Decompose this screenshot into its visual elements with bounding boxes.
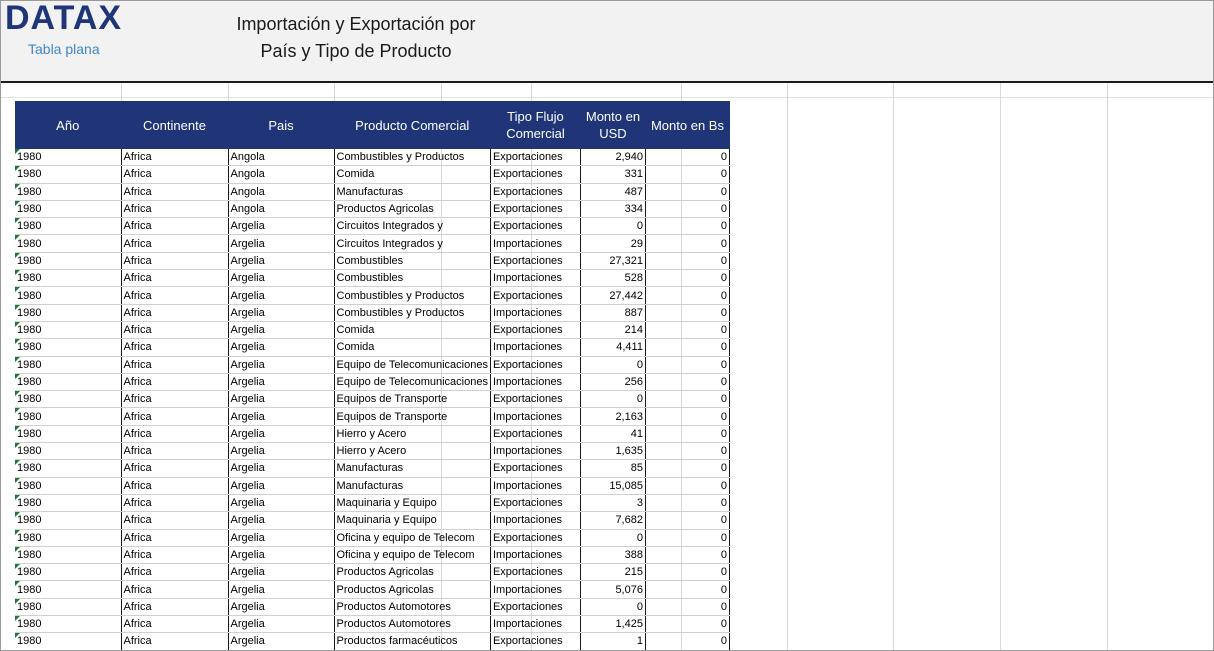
grid-col-line: [1000, 83, 1001, 650]
cell-amount-usd[interactable]: 2,940: [580, 149, 645, 166]
column-header-tipo-flujo[interactable]: Tipo Flujo Comercial: [490, 101, 580, 149]
cell-flow-type[interactable]: Exportaciones: [490, 564, 580, 581]
cell-amount-bs[interactable]: 0: [645, 598, 729, 615]
table-row: [15, 494, 729, 511]
table-row: [15, 598, 729, 615]
cell-amount-bs[interactable]: 0: [645, 270, 729, 287]
sheet-grid[interactable]: [1, 83, 1213, 650]
cell-continent[interactable]: Africa: [121, 391, 228, 408]
cell-year[interactable]: 1980: [15, 633, 121, 650]
cell-year[interactable]: 1980: [15, 425, 121, 442]
cell-country[interactable]: Argelia: [228, 443, 334, 460]
cell-country[interactable]: Argelia: [228, 616, 334, 633]
cell-product[interactable]: Manufacturas: [334, 183, 490, 200]
cell-amount-bs[interactable]: 0: [645, 321, 729, 338]
cell-amount-usd[interactable]: 27,442: [580, 287, 645, 304]
cell-year[interactable]: 1980: [15, 564, 121, 581]
cell-flow-type[interactable]: Exportaciones: [490, 252, 580, 269]
cell-amount-usd[interactable]: 29: [580, 235, 645, 252]
table-row: [15, 633, 729, 650]
table-row: [15, 616, 729, 633]
cell-amount-usd[interactable]: 7,682: [580, 512, 645, 529]
cell-product[interactable]: Combustibles: [334, 252, 490, 269]
cell-country[interactable]: Argelia: [228, 512, 334, 529]
cell-flow-type[interactable]: Exportaciones: [490, 183, 580, 200]
cell-year[interactable]: 1980: [15, 183, 121, 200]
cell-year[interactable]: 1980: [15, 529, 121, 546]
cell-year[interactable]: 1980: [15, 616, 121, 633]
cell-product[interactable]: Circuitos Integrados y: [334, 235, 490, 252]
cell-continent[interactable]: Africa: [121, 200, 228, 217]
cell-amount-usd[interactable]: 3: [580, 494, 645, 511]
cell-flow-type[interactable]: Exportaciones: [490, 166, 580, 183]
cell-year[interactable]: 1980: [15, 391, 121, 408]
cell-year[interactable]: 1980: [15, 598, 121, 615]
cell-flow-type[interactable]: Importaciones: [490, 616, 580, 633]
table-row: [15, 287, 729, 304]
cell-flow-type[interactable]: Exportaciones: [490, 149, 580, 166]
cell-flow-type[interactable]: Importaciones: [490, 270, 580, 287]
cell-amount-bs[interactable]: 0: [645, 443, 729, 460]
cell-country[interactable]: Argelia: [228, 270, 334, 287]
table-header-row: [15, 101, 729, 149]
table-row: [15, 373, 729, 390]
cell-country[interactable]: Argelia: [228, 633, 334, 650]
cell-continent[interactable]: Africa: [121, 356, 228, 373]
cell-flow-type[interactable]: Exportaciones: [490, 460, 580, 477]
cell-continent[interactable]: Africa: [121, 218, 228, 235]
cell-country[interactable]: Angola: [228, 183, 334, 200]
table-body: [15, 149, 729, 650]
column-header-pais[interactable]: Pais: [228, 101, 334, 149]
cell-country[interactable]: Argelia: [228, 287, 334, 304]
cell-amount-bs[interactable]: 0: [645, 529, 729, 546]
report-title-line2: País y Tipo de Producto: [260, 41, 452, 61]
cell-continent[interactable]: Africa: [121, 321, 228, 338]
cell-flow-type[interactable]: Exportaciones: [490, 425, 580, 442]
cell-continent[interactable]: Africa: [121, 183, 228, 200]
trade-data-table: [15, 101, 730, 651]
cell-continent[interactable]: Africa: [121, 529, 228, 546]
cell-flow-type[interactable]: Importaciones: [490, 477, 580, 494]
cell-country[interactable]: Argelia: [228, 339, 334, 356]
cell-amount-usd[interactable]: 5,076: [580, 581, 645, 598]
cell-continent[interactable]: Africa: [121, 546, 228, 563]
cell-amount-bs[interactable]: 0: [645, 339, 729, 356]
cell-country[interactable]: Argelia: [228, 321, 334, 338]
cell-product[interactable]: Circuitos Integrados y: [334, 218, 490, 235]
table-row: [15, 581, 729, 598]
cell-product[interactable]: Hierro y Acero: [334, 425, 490, 442]
cell-flow-type[interactable]: Importaciones: [490, 443, 580, 460]
cell-product[interactable]: Maquinaria y Equipo: [334, 494, 490, 511]
cell-amount-bs[interactable]: 0: [645, 166, 729, 183]
cell-continent[interactable]: Africa: [121, 149, 228, 166]
cell-amount-bs[interactable]: 0: [645, 304, 729, 321]
cell-amount-usd[interactable]: 388: [580, 546, 645, 563]
cell-amount-bs[interactable]: 0: [645, 460, 729, 477]
cell-amount-bs[interactable]: 0: [645, 252, 729, 269]
cell-country[interactable]: Argelia: [228, 581, 334, 598]
cell-product[interactable]: Productos Automotores: [334, 616, 490, 633]
cell-year[interactable]: 1980: [15, 252, 121, 269]
cell-amount-usd[interactable]: 0: [580, 391, 645, 408]
cell-year[interactable]: 1980: [15, 373, 121, 390]
cell-flow-type[interactable]: Importaciones: [490, 304, 580, 321]
grid-row-line: [1, 97, 1213, 98]
cell-continent[interactable]: Africa: [121, 287, 228, 304]
cell-amount-bs[interactable]: 0: [645, 546, 729, 563]
table-row: [15, 166, 729, 183]
cell-continent[interactable]: Africa: [121, 598, 228, 615]
cell-country[interactable]: Argelia: [228, 373, 334, 390]
cell-year[interactable]: 1980: [15, 149, 121, 166]
grid-col-line: [787, 83, 788, 650]
cell-continent[interactable]: Africa: [121, 581, 228, 598]
cell-product[interactable]: Manufacturas: [334, 477, 490, 494]
cell-flow-type[interactable]: Exportaciones: [490, 218, 580, 235]
cell-product[interactable]: Maquinaria y Equipo: [334, 512, 490, 529]
cell-year[interactable]: 1980: [15, 494, 121, 511]
table-row: [15, 235, 729, 252]
cell-flow-type[interactable]: Exportaciones: [490, 356, 580, 373]
cell-amount-bs[interactable]: 0: [645, 183, 729, 200]
table-row: [15, 425, 729, 442]
cell-year[interactable]: 1980: [15, 581, 121, 598]
cell-amount-usd[interactable]: 528: [580, 270, 645, 287]
table-row: [15, 564, 729, 581]
datax-logo: DATAX: [5, 0, 123, 37]
cell-continent[interactable]: Africa: [121, 270, 228, 287]
cell-amount-bs[interactable]: 0: [645, 512, 729, 529]
cell-amount-usd[interactable]: 85: [580, 460, 645, 477]
cell-country[interactable]: Argelia: [228, 598, 334, 615]
table-row: [15, 529, 729, 546]
cell-product[interactable]: Manufacturas: [334, 460, 490, 477]
cell-continent[interactable]: Africa: [121, 512, 228, 529]
cell-amount-bs[interactable]: 0: [645, 581, 729, 598]
cell-year[interactable]: 1980: [15, 443, 121, 460]
cell-product[interactable]: Productos Agricolas: [334, 564, 490, 581]
cell-year[interactable]: 1980: [15, 339, 121, 356]
cell-product[interactable]: Combustibles y Productos: [334, 287, 490, 304]
column-header-producto[interactable]: Producto Comercial: [334, 101, 490, 149]
cell-country[interactable]: Argelia: [228, 391, 334, 408]
cell-continent[interactable]: Africa: [121, 633, 228, 650]
cell-amount-bs[interactable]: 0: [645, 564, 729, 581]
cell-country[interactable]: Argelia: [228, 494, 334, 511]
cell-amount-usd[interactable]: 215: [580, 564, 645, 581]
cell-continent[interactable]: Africa: [121, 373, 228, 390]
cell-continent[interactable]: Africa: [121, 252, 228, 269]
table-row: [15, 321, 729, 338]
cell-product[interactable]: Combustibles y Productos: [334, 149, 490, 166]
cell-product[interactable]: Combustibles y Productos: [334, 304, 490, 321]
cell-product[interactable]: Productos farmacéuticos: [334, 633, 490, 650]
cell-flow-type[interactable]: Importaciones: [490, 512, 580, 529]
cell-continent[interactable]: Africa: [121, 339, 228, 356]
table-row: [15, 252, 729, 269]
cell-year[interactable]: 1980: [15, 546, 121, 563]
cell-amount-bs[interactable]: 0: [645, 218, 729, 235]
column-header-ano[interactable]: Año: [15, 101, 121, 149]
cell-year[interactable]: 1980: [15, 512, 121, 529]
cell-year[interactable]: 1980: [15, 356, 121, 373]
cell-continent[interactable]: Africa: [121, 408, 228, 425]
cell-flow-type[interactable]: Exportaciones: [490, 633, 580, 650]
cell-year[interactable]: 1980: [15, 235, 121, 252]
cell-product[interactable]: Productos Automotores: [334, 598, 490, 615]
cell-amount-usd[interactable]: 1,635: [580, 443, 645, 460]
cell-country[interactable]: Argelia: [228, 304, 334, 321]
table-row: [15, 391, 729, 408]
column-header-monto-bs[interactable]: Monto en Bs: [645, 101, 729, 149]
table-row: [15, 183, 729, 200]
cell-amount-bs[interactable]: 0: [645, 200, 729, 217]
grid-col-line: [893, 83, 894, 650]
cell-flow-type[interactable]: Importaciones: [490, 408, 580, 425]
table-row: [15, 356, 729, 373]
cell-flow-type[interactable]: Exportaciones: [490, 598, 580, 615]
cell-amount-usd[interactable]: 0: [580, 218, 645, 235]
cell-year[interactable]: 1980: [15, 460, 121, 477]
table-row: [15, 339, 729, 356]
cell-amount-usd[interactable]: 41: [580, 425, 645, 442]
cell-amount-bs[interactable]: 0: [645, 477, 729, 494]
cell-continent[interactable]: Africa: [121, 564, 228, 581]
cell-flow-type[interactable]: Importaciones: [490, 339, 580, 356]
cell-product[interactable]: Hierro y Acero: [334, 443, 490, 460]
cell-amount-usd[interactable]: 887: [580, 304, 645, 321]
cell-product[interactable]: Comida: [334, 321, 490, 338]
cell-flow-type[interactable]: Exportaciones: [490, 529, 580, 546]
cell-product[interactable]: Equipos de Transporte: [334, 408, 490, 425]
cell-amount-usd[interactable]: 331: [580, 166, 645, 183]
cell-year[interactable]: 1980: [15, 408, 121, 425]
cell-product[interactable]: Equipos de Transporte: [334, 391, 490, 408]
cell-product[interactable]: Productos Agricolas: [334, 200, 490, 217]
cell-continent[interactable]: Africa: [121, 304, 228, 321]
cell-year[interactable]: 1980: [15, 270, 121, 287]
cell-continent[interactable]: Africa: [121, 235, 228, 252]
cell-country[interactable]: Argelia: [228, 564, 334, 581]
cell-year[interactable]: 1980: [15, 200, 121, 217]
cell-amount-usd[interactable]: 2,163: [580, 408, 645, 425]
cell-year[interactable]: 1980: [15, 477, 121, 494]
cell-product[interactable]: Oficina y equipo de Telecom: [334, 529, 490, 546]
cell-year[interactable]: 1980: [15, 304, 121, 321]
column-header-continente[interactable]: Continente: [121, 101, 228, 149]
cell-flow-type[interactable]: Exportaciones: [490, 287, 580, 304]
table-row: [15, 304, 729, 321]
cell-amount-usd[interactable]: 1: [580, 633, 645, 650]
table-row: [15, 218, 729, 235]
cell-country[interactable]: Argelia: [228, 477, 334, 494]
cell-country[interactable]: Argelia: [228, 218, 334, 235]
cell-amount-usd[interactable]: 27,321: [580, 252, 645, 269]
cell-country[interactable]: Angola: [228, 149, 334, 166]
cell-country[interactable]: Argelia: [228, 235, 334, 252]
cell-flow-type[interactable]: Exportaciones: [490, 494, 580, 511]
cell-amount-usd[interactable]: 214: [580, 321, 645, 338]
cell-flow-type[interactable]: Importaciones: [490, 373, 580, 390]
cell-amount-usd[interactable]: 0: [580, 529, 645, 546]
cell-product[interactable]: Equipo de Telecomunicaciones: [334, 373, 490, 390]
cell-continent[interactable]: Africa: [121, 443, 228, 460]
cell-flow-type[interactable]: Importaciones: [490, 235, 580, 252]
table-row: [15, 546, 729, 563]
table-row: [15, 270, 729, 287]
cell-amount-bs[interactable]: 0: [645, 391, 729, 408]
cell-amount-usd[interactable]: 0: [580, 598, 645, 615]
cell-flow-type[interactable]: Importaciones: [490, 581, 580, 598]
table-row: [15, 200, 729, 217]
cell-amount-bs[interactable]: 0: [645, 235, 729, 252]
cell-year[interactable]: 1980: [15, 321, 121, 338]
cell-country[interactable]: Angola: [228, 166, 334, 183]
cell-amount-bs[interactable]: 0: [645, 616, 729, 633]
table-row: [15, 477, 729, 494]
cell-amount-bs[interactable]: 0: [645, 149, 729, 166]
table-row: [15, 408, 729, 425]
cell-amount-bs[interactable]: 0: [645, 287, 729, 304]
cell-amount-usd[interactable]: 15,085: [580, 477, 645, 494]
cell-country[interactable]: Argelia: [228, 546, 334, 563]
cell-amount-bs[interactable]: 0: [645, 356, 729, 373]
cell-flow-type[interactable]: Exportaciones: [490, 321, 580, 338]
cell-amount-usd[interactable]: 4,411: [580, 339, 645, 356]
logo-subtitle: Tabla plana: [28, 41, 100, 57]
cell-continent[interactable]: Africa: [121, 616, 228, 633]
cell-product[interactable]: Comida: [334, 166, 490, 183]
cell-year[interactable]: 1980: [15, 166, 121, 183]
cell-flow-type[interactable]: Exportaciones: [490, 200, 580, 217]
cell-product[interactable]: Comida: [334, 339, 490, 356]
column-header-monto-usd[interactable]: Monto en USD: [580, 101, 645, 149]
table-row: [15, 460, 729, 477]
cell-continent[interactable]: Africa: [121, 494, 228, 511]
cell-continent[interactable]: Africa: [121, 460, 228, 477]
report-title: [226, 11, 486, 65]
cell-country[interactable]: Argelia: [228, 425, 334, 442]
cell-country[interactable]: Argelia: [228, 529, 334, 546]
cell-amount-bs[interactable]: 0: [645, 494, 729, 511]
cell-continent[interactable]: Africa: [121, 425, 228, 442]
report-title-line1: Importación y Exportación por: [236, 14, 476, 34]
cell-country[interactable]: Angola: [228, 200, 334, 217]
cell-amount-usd[interactable]: 1,425: [580, 616, 645, 633]
table-row: [15, 512, 729, 529]
cell-product[interactable]: Combustibles: [334, 270, 490, 287]
cell-flow-type[interactable]: Importaciones: [490, 546, 580, 563]
cell-amount-usd[interactable]: 334: [580, 200, 645, 217]
cell-continent[interactable]: Africa: [121, 477, 228, 494]
table-row: [15, 149, 729, 166]
cell-year[interactable]: 1980: [15, 218, 121, 235]
report-banner: [1, 1, 1213, 83]
cell-product[interactable]: Productos Agricolas: [334, 581, 490, 598]
cell-year[interactable]: 1980: [15, 287, 121, 304]
table-row: [15, 443, 729, 460]
cell-country[interactable]: Argelia: [228, 252, 334, 269]
cell-amount-usd[interactable]: 0: [580, 356, 645, 373]
cell-amount-bs[interactable]: 0: [645, 408, 729, 425]
grid-col-line: [1107, 83, 1108, 650]
cell-amount-bs[interactable]: 0: [645, 373, 729, 390]
cell-country[interactable]: Argelia: [228, 356, 334, 373]
cell-product[interactable]: Equipo de Telecomunicaciones: [334, 356, 490, 373]
cell-amount-usd[interactable]: 487: [580, 183, 645, 200]
cell-amount-bs[interactable]: 0: [645, 425, 729, 442]
cell-amount-usd[interactable]: 256: [580, 373, 645, 390]
cell-continent[interactable]: Africa: [121, 166, 228, 183]
cell-country[interactable]: Argelia: [228, 408, 334, 425]
cell-country[interactable]: Argelia: [228, 460, 334, 477]
cell-flow-type[interactable]: Exportaciones: [490, 391, 580, 408]
cell-product[interactable]: Oficina y equipo de Telecom: [334, 546, 490, 563]
cell-amount-bs[interactable]: 0: [645, 633, 729, 650]
